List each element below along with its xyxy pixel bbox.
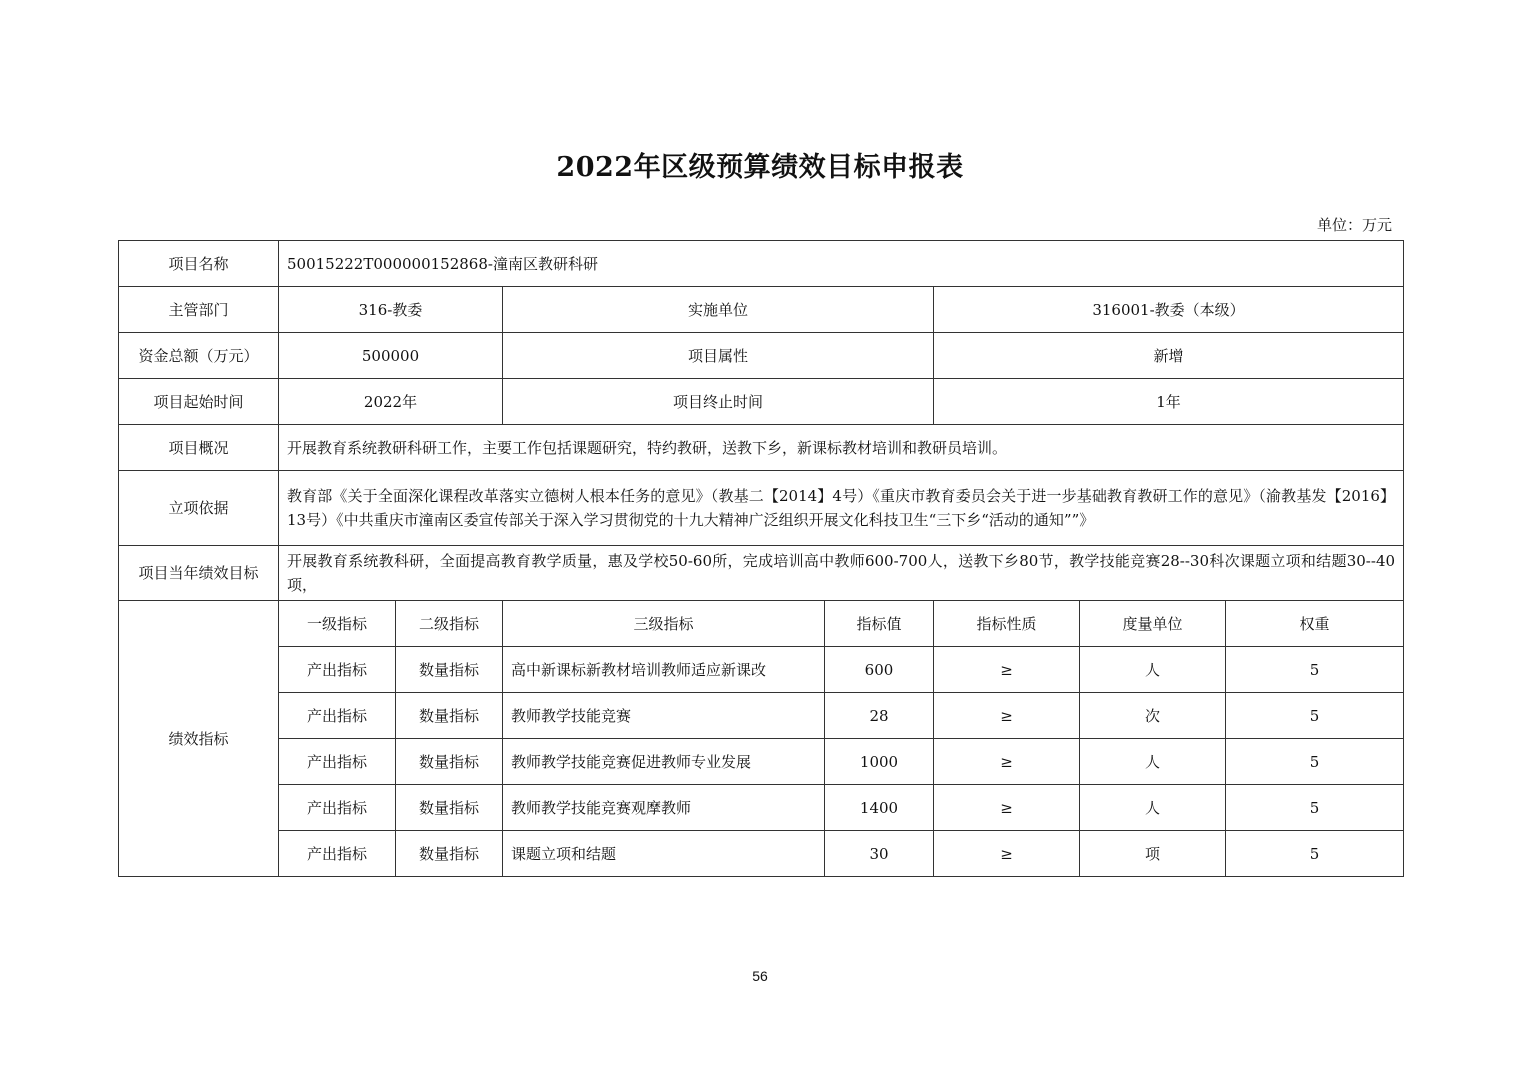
- indicator-level2: 数量指标: [396, 647, 503, 693]
- indicators-section-label: 绩效指标: [119, 601, 279, 877]
- indicator-value: 30: [825, 831, 934, 877]
- indicator-level2: 数量指标: [396, 785, 503, 831]
- unit-label: 单位：万元: [1316, 216, 1392, 234]
- indicator-value: 1400: [825, 785, 934, 831]
- indicator-weight: 5: [1226, 785, 1404, 831]
- indicator-level2: 数量指标: [396, 693, 503, 739]
- impl-value: 316001-教委（本级）: [934, 287, 1404, 333]
- indicator-header-row: [119, 601, 1404, 647]
- indicator-nature: ≥: [934, 693, 1080, 739]
- indicator-nature: ≥: [934, 647, 1080, 693]
- attr-value: 新增: [934, 333, 1404, 379]
- indicator-value: 28: [825, 693, 934, 739]
- start-label: 项目起始时间: [119, 379, 279, 425]
- basis-value: 教育部《关于全面深化课程改革落实立德树人根本任务的意见》（教基二【2014】4号）《重庆市教育委员会关于进一步基础教育教研工作的意见》（渝教基发【2016】13号）《中共重庆市潼南区委宣传部关于深入学习贯彻党的十九大精神广泛组织开展文化科技卫生“三下乡“活动的通知””》: [279, 471, 1404, 546]
- indicator-weight: 5: [1226, 831, 1404, 877]
- indicator-row: [119, 785, 1404, 831]
- row-fund: [119, 333, 1404, 379]
- attr-label: 项目属性: [503, 333, 934, 379]
- project-name-value: 50015222T000000152868-潼南区教研科研: [279, 241, 1404, 287]
- goal-label: 项目当年绩效目标: [119, 546, 279, 601]
- indicator-level3: 课题立项和结题: [503, 831, 825, 877]
- indicator-nature: ≥: [934, 831, 1080, 877]
- row-time: [119, 379, 1404, 425]
- goal-value: 开展教育系统教科研，全面提高教育教学质量，惠及学校50-60所，完成培训高中教师600-700人，送教下乡80节，教学技能竞赛28--30科次课题立项和结题30--40项，: [279, 546, 1404, 601]
- indicator-row: [119, 647, 1404, 693]
- header-weight: 权重: [1226, 601, 1404, 647]
- dept-label: 主管部门: [119, 287, 279, 333]
- overview-value: 开展教育系统教研科研工作，主要工作包括课题研究，特约教研，送教下乡，新课标教材培训和教研员培训。: [279, 425, 1404, 471]
- row-department: [119, 287, 1404, 333]
- fund-label: 资金总额（万元）: [119, 333, 279, 379]
- indicator-level3: 教师教学技能竞赛: [503, 693, 825, 739]
- fund-value: 500000: [279, 333, 503, 379]
- end-value: 1年: [934, 379, 1404, 425]
- end-label: 项目终止时间: [503, 379, 934, 425]
- indicator-level2: 数量指标: [396, 739, 503, 785]
- impl-label: 实施单位: [503, 287, 934, 333]
- row-goal: [119, 546, 1404, 601]
- start-value: 2022年: [279, 379, 503, 425]
- indicator-unit: 人: [1080, 785, 1226, 831]
- indicator-unit: 次: [1080, 693, 1226, 739]
- indicator-weight: 5: [1226, 739, 1404, 785]
- indicator-nature: ≥: [934, 785, 1080, 831]
- indicator-level1: 产出指标: [279, 785, 396, 831]
- page-title: 2022年区级预算绩效目标申报表: [556, 152, 964, 183]
- header-level3: 三级指标: [503, 601, 825, 647]
- indicator-level1: 产出指标: [279, 693, 396, 739]
- indicator-row: [119, 739, 1404, 785]
- header-level2: 二级指标: [396, 601, 503, 647]
- indicator-row: [119, 693, 1404, 739]
- indicator-level1: 产出指标: [279, 831, 396, 877]
- page-number: 56: [752, 968, 768, 984]
- row-overview: [119, 425, 1404, 471]
- dept-value: 316-教委: [279, 287, 503, 333]
- indicator-nature: ≥: [934, 739, 1080, 785]
- indicator-weight: 5: [1226, 647, 1404, 693]
- row-basis: [119, 471, 1404, 546]
- overview-label: 项目概况: [119, 425, 279, 471]
- performance-target-form: [118, 240, 1404, 877]
- indicator-level3: 教师教学技能竞赛促进教师专业发展: [503, 739, 825, 785]
- indicator-level1: 产出指标: [279, 739, 396, 785]
- project-name-label: 项目名称: [119, 241, 279, 287]
- header-value: 指标值: [825, 601, 934, 647]
- indicator-value: 1000: [825, 739, 934, 785]
- indicator-level2: 数量指标: [396, 831, 503, 877]
- header-level1: 一级指标: [279, 601, 396, 647]
- indicator-row: [119, 831, 1404, 877]
- indicator-unit: 人: [1080, 739, 1226, 785]
- indicator-level1: 产出指标: [279, 647, 396, 693]
- indicator-weight: 5: [1226, 693, 1404, 739]
- indicator-value: 600: [825, 647, 934, 693]
- header-unit: 度量单位: [1080, 601, 1226, 647]
- indicator-level3: 高中新课标新教材培训教师适应新课改: [503, 647, 825, 693]
- row-project-name: [119, 241, 1404, 287]
- indicator-level3: 教师教学技能竞赛观摩教师: [503, 785, 825, 831]
- indicator-unit: 人: [1080, 647, 1226, 693]
- header-nature: 指标性质: [934, 601, 1080, 647]
- indicator-unit: 项: [1080, 831, 1226, 877]
- basis-label: 立项依据: [119, 471, 279, 546]
